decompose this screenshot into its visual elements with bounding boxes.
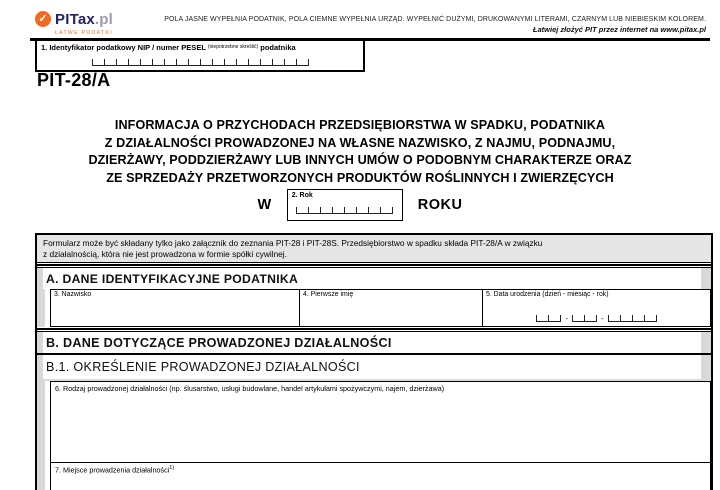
notice-line2: z działalnością, która nie jest prowadzona w formie spółki cywilnej. bbox=[43, 249, 287, 259]
activity-place-label: 7. Miejsce prowadzenia działalności$^{1)}$ bbox=[55, 465, 175, 475]
activity-type-row bbox=[45, 381, 711, 463]
birth-month-input[interactable] bbox=[572, 315, 597, 322]
activity-type-label: 6. Rodzaj prowadzonej działalności (np. ślusarstwo, usługi budowlane, handel artykułami spożywczymi, najem, dzierżawa) bbox=[55, 384, 445, 393]
form-title-line2: Z DZIAŁALNOŚCI PROWADZONEJ NA WŁASNE NAZWISKO, Z NAJMU, PODNAJMU, bbox=[104, 135, 616, 150]
birth-year-input[interactable] bbox=[608, 315, 657, 322]
birth-date-field[interactable] bbox=[482, 289, 711, 327]
pitax-check-icon: ✓ bbox=[35, 11, 51, 27]
surname-field[interactable] bbox=[50, 289, 300, 327]
year-input[interactable] bbox=[296, 207, 393, 214]
pitax-logo bbox=[35, 11, 113, 36]
surname-label: 3. Nazwisko bbox=[54, 291, 92, 298]
activity-place-row bbox=[45, 463, 711, 490]
pitax-promo-line: Łatwiej złożyć PIT przez internet na www.pitax.pl bbox=[532, 25, 706, 34]
section-a-title: A. DANE IDENTYFIKACYJNE PODATNIKA bbox=[46, 271, 299, 286]
activity-place-input[interactable] bbox=[55, 474, 706, 490]
form-title bbox=[10, 117, 710, 187]
year-suffix-label: ROKU bbox=[417, 197, 463, 213]
year-field[interactable] bbox=[287, 189, 403, 221]
identification-fields-row bbox=[45, 289, 711, 327]
taxpayer-id-label: 1. Identyfikator podatkowy NIP / numer PESEL $^{(niepotrzebne skreślić)}$ podatnika bbox=[41, 43, 296, 52]
section-b1-title: B.1. OKREŚLENIE PROWADZONEJ DZIAŁALNOŚCI bbox=[46, 360, 360, 374]
section-a-header bbox=[43, 268, 701, 289]
form-title-line3: DZIERŻAWY, PODDZIERŻAWY LUB INNYCH UMÓW O PODOBNYM CHARAKTERZE ORAZ bbox=[88, 153, 632, 167]
logo-suffix: .pl bbox=[94, 11, 114, 28]
year-field-label: 2. Rok bbox=[291, 192, 313, 199]
form-title-line4: ZE SPRZEDAŻY PRZETWORZONYCH PRODUKTÓW ROŚLINNYCH I ZWIERZĘCYCH bbox=[106, 170, 614, 185]
footnote-ref: 1) bbox=[169, 465, 175, 471]
section-b1-header bbox=[43, 355, 701, 379]
first-name-label: 4. Pierwsze imię bbox=[303, 291, 354, 298]
instructions-line: POLA JASNE WYPEŁNIA PODATNIK, POLA CIEMNE WYPEŁNIA URZĄD. WYPEŁNIĆ DUŻYMI, DRUKOWANYMI LITERAMI, CZARNYM LUB NIEBIESKIM KOLOREM. bbox=[164, 16, 706, 23]
taxpayer-id-input[interactable] bbox=[92, 59, 309, 66]
form-code: PIT-28/A bbox=[37, 70, 111, 90]
date-separator: - bbox=[601, 314, 604, 323]
section-b-header bbox=[43, 332, 701, 353]
form-title-line1: INFORMACJA O PRZYCHODACH PRZEDSIĘBIORSTWA W SPADKU, PODATNIKA bbox=[114, 118, 606, 132]
birth-day-input[interactable] bbox=[536, 315, 561, 322]
form-body bbox=[35, 233, 713, 490]
strike-note: (niepotrzebne skreślić) bbox=[207, 44, 259, 50]
filling-instructions bbox=[118, 16, 706, 34]
logo-tagline: ŁATWE PODATKI bbox=[55, 30, 114, 36]
surname-input[interactable] bbox=[54, 298, 296, 318]
first-name-input[interactable] bbox=[303, 298, 479, 318]
taxpayer-id-field[interactable] bbox=[35, 41, 365, 72]
first-name-field[interactable] bbox=[299, 289, 483, 327]
year-row bbox=[0, 189, 720, 221]
date-separator: - bbox=[565, 314, 568, 323]
attachment-notice bbox=[37, 235, 711, 263]
activity-type-field[interactable] bbox=[50, 381, 711, 463]
section-b-title: B. DANE DOTYCZĄCE PROWADZONEJ DZIAŁALNOŚCI bbox=[46, 335, 392, 350]
logo-text: PITax bbox=[55, 11, 95, 28]
birth-date-input[interactable] bbox=[483, 315, 710, 322]
activity-place-field[interactable] bbox=[50, 463, 711, 490]
notice-line1: Formularz może być składany tylko jako załącznik do zeznania PIT-28 i PIT-28S. Przedsiębiorstwo w spadku składa PIT-28/A w związku bbox=[43, 238, 543, 248]
pitax-logo-wordmark bbox=[55, 11, 113, 36]
activity-type-input[interactable] bbox=[55, 393, 706, 439]
year-prefix-label: W bbox=[257, 197, 272, 213]
birth-date-label: 5. Data urodzenia (dzień - miesiąc - rok) bbox=[486, 291, 609, 298]
